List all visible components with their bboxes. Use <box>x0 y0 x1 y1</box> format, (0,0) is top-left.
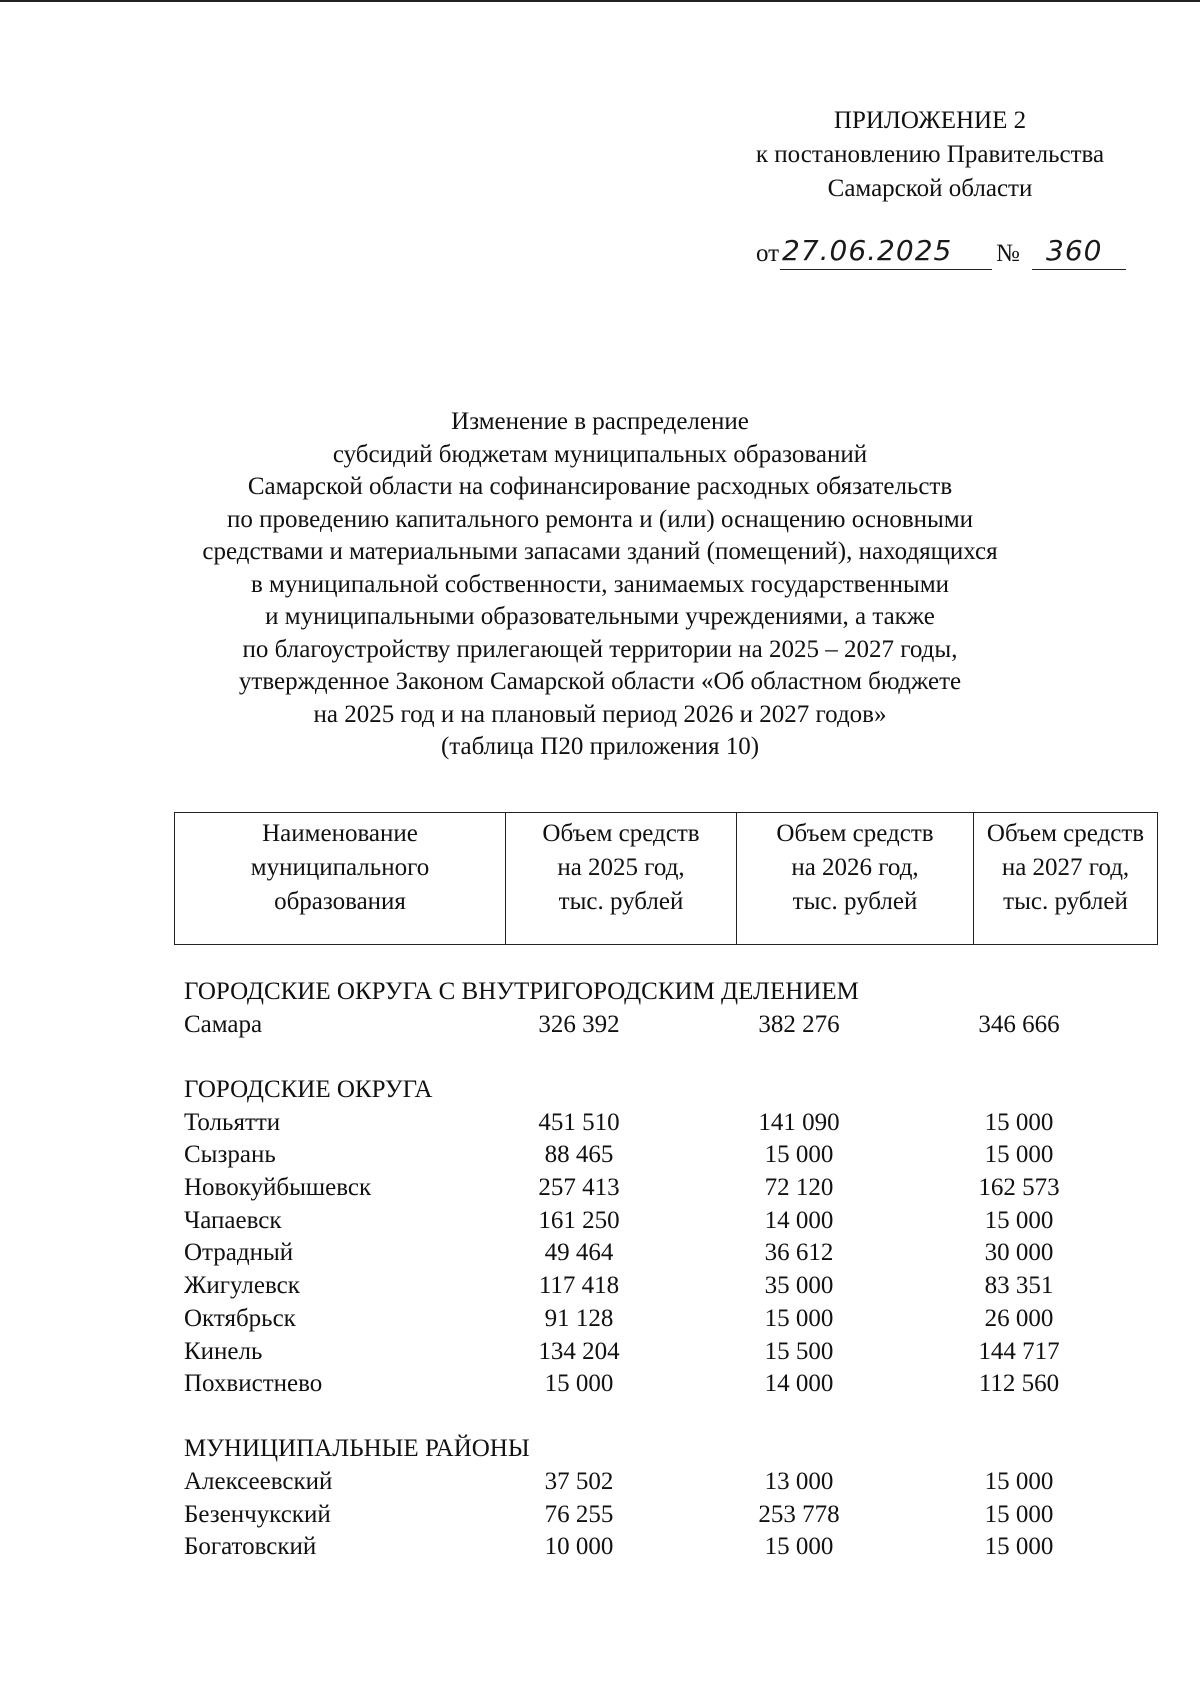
header-text: тыс. рублей <box>792 888 918 915</box>
title-line: Изменение в распределение <box>451 408 749 435</box>
amount-2026: 35 000 <box>764 1272 834 1300</box>
municipality-name: Алексеевский <box>184 1467 333 1495</box>
appendix-region: Самарской области <box>827 175 1033 202</box>
amount-2027: 15 000 <box>984 1467 1054 1495</box>
appendix-heading <box>720 104 1140 206</box>
amount-2025: 10 000 <box>544 1533 614 1561</box>
amount-2025: 161 250 <box>538 1206 620 1234</box>
header-text: образования <box>274 888 406 915</box>
number-prefix: № <box>996 240 1020 267</box>
municipality-name: Октябрьск <box>184 1304 296 1332</box>
amount-2027: 15 000 <box>984 1141 1054 1169</box>
municipality-name: Сызрань <box>184 1141 276 1169</box>
amount-2025: 37 502 <box>544 1467 614 1495</box>
title-line: утвержденное Законом Самарской области «Об областном бюджете <box>238 668 962 695</box>
table-row <box>184 1305 1124 1338</box>
section-gap <box>184 1403 1124 1435</box>
amount-2025: 49 464 <box>544 1239 614 1267</box>
appendix-number: ПРИЛОЖЕНИЕ 2 <box>833 107 1027 134</box>
header-text: Объем средств <box>986 820 1145 847</box>
section-title: МУНИЦИПАЛЬНЫЕ РАЙОНЫ <box>184 1434 530 1462</box>
section-title: ГОРОДСКИЕ ОКРУГА С ВНУТРИГОРОДСКИМ ДЕЛЕНИЕМ <box>184 978 859 1005</box>
table-row <box>184 1011 1124 1044</box>
table-row <box>184 1501 1124 1534</box>
amount-2025: 326 392 <box>538 1011 620 1038</box>
title-line: (таблица П20 приложения 10) <box>440 733 760 760</box>
amount-2025: 257 413 <box>538 1174 620 1202</box>
header-text: Объем средств <box>776 820 934 847</box>
header-text: Объем средств <box>542 820 700 847</box>
amount-2027: 15 000 <box>984 1206 1054 1234</box>
amount-2027: 83 351 <box>984 1272 1054 1300</box>
amount-2027: 162 573 <box>978 1174 1060 1202</box>
table-row <box>184 1272 1124 1305</box>
municipality-name: Тольятти <box>184 1108 281 1136</box>
table-row <box>184 1370 1124 1403</box>
title-line: по благоустройству прилегающей территории на 2025 – 2027 годы, <box>242 635 958 663</box>
title-line: в муниципальной собственности, занимаемых государственными <box>250 570 950 598</box>
table-row <box>184 1207 1124 1240</box>
amount-2027: 30 000 <box>984 1239 1054 1267</box>
amount-2025: 88 465 <box>544 1141 614 1169</box>
header-text: муниципального <box>250 854 430 881</box>
municipality-name: Жигулевск <box>184 1272 300 1300</box>
title-line: по проведению капитального ремонта и (или) оснащению основными <box>226 505 974 533</box>
title-line: Самарской области на софинансирование расходных обязательств <box>247 473 953 500</box>
amount-2026: 382 276 <box>758 1011 840 1038</box>
table-row <box>184 1468 1124 1501</box>
title-line: и муниципальными образовательными учреждениями, а также <box>265 603 935 630</box>
municipality-name: Кинель <box>184 1337 263 1365</box>
amount-2026: 13 000 <box>764 1467 834 1495</box>
municipality-name: Похвистнево <box>184 1370 323 1398</box>
title-line: средствами и материальными запасами зданий (помещений), находящихся <box>202 538 998 565</box>
municipality-name: Чапаевск <box>184 1206 282 1234</box>
amount-2026: 15 000 <box>764 1304 834 1332</box>
header-text: тыс. рублей <box>1003 888 1128 915</box>
amount-2027: 15 000 <box>984 1500 1054 1528</box>
document-title <box>150 406 1050 764</box>
amount-2027: 346 666 <box>978 1011 1060 1038</box>
header-municipality <box>175 813 506 945</box>
table-row <box>184 1533 1124 1566</box>
date-prefix: от <box>756 240 780 267</box>
municipality-name: Самара <box>184 1011 263 1038</box>
amount-2026: 36 612 <box>764 1239 834 1267</box>
header-text: на 2027 год, <box>1001 854 1130 881</box>
header-2026 <box>737 813 974 945</box>
decree-date-number <box>756 236 1126 276</box>
amount-2026: 14 000 <box>764 1370 834 1398</box>
amount-2026: 141 090 <box>758 1108 840 1136</box>
table-body <box>184 978 1124 1566</box>
page-top-border <box>0 0 1200 2</box>
date-underline <box>780 269 992 270</box>
amount-2027: 26 000 <box>984 1304 1054 1332</box>
municipality-name: Отрадный <box>184 1239 294 1267</box>
header-text: Наименование <box>262 820 418 847</box>
appendix-reference: к постановлению Правительства <box>755 141 1105 168</box>
amount-2027: 112 560 <box>978 1370 1060 1398</box>
municipality-name: Безенчукский <box>184 1500 331 1528</box>
amount-2025: 451 510 <box>538 1108 620 1136</box>
header-text: на 2026 год, <box>791 854 919 881</box>
handwritten-date: 27.06.2025 <box>782 234 953 267</box>
title-line: на 2025 год и на плановый период 2026 и 2027 годов» <box>313 700 887 728</box>
number-underline <box>1032 269 1126 270</box>
amount-2027: 15 000 <box>984 1533 1054 1561</box>
amount-2027: 15 000 <box>984 1108 1054 1136</box>
municipality-name: Богатовский <box>184 1533 317 1561</box>
amount-2026: 15 500 <box>764 1337 834 1365</box>
header-text: на 2025 год, <box>557 854 685 881</box>
amount-2026: 14 000 <box>764 1206 834 1234</box>
header-2027 <box>974 813 1158 945</box>
amount-2026: 72 120 <box>764 1174 834 1202</box>
amount-2026: 15 000 <box>764 1533 834 1561</box>
amount-2025: 134 204 <box>538 1337 620 1365</box>
table-row <box>184 1174 1124 1207</box>
header-2025 <box>506 813 737 945</box>
amount-2027: 144 717 <box>978 1337 1060 1365</box>
amount-2026: 253 778 <box>758 1500 840 1528</box>
municipality-name: Новокуйбышевск <box>184 1174 372 1202</box>
title-line: субсидий бюджетам муниципальных образований <box>332 440 868 468</box>
amount-2026: 15 000 <box>764 1141 834 1169</box>
table-row <box>184 1141 1124 1174</box>
header-text: тыс. рублей <box>558 888 684 915</box>
table-row <box>184 1338 1124 1371</box>
amount-2025: 91 128 <box>544 1304 614 1332</box>
table-header <box>174 812 1158 945</box>
amount-2025: 117 418 <box>538 1272 620 1300</box>
handwritten-number: 360 <box>1046 234 1103 267</box>
section-title: ГОРОДСКИЕ ОКРУГА <box>184 1075 433 1103</box>
amount-2025: 76 255 <box>544 1500 614 1528</box>
table-row <box>184 1109 1124 1142</box>
amount-2025: 15 000 <box>544 1370 614 1398</box>
table-row <box>184 1239 1124 1272</box>
section-gap <box>184 1044 1124 1076</box>
